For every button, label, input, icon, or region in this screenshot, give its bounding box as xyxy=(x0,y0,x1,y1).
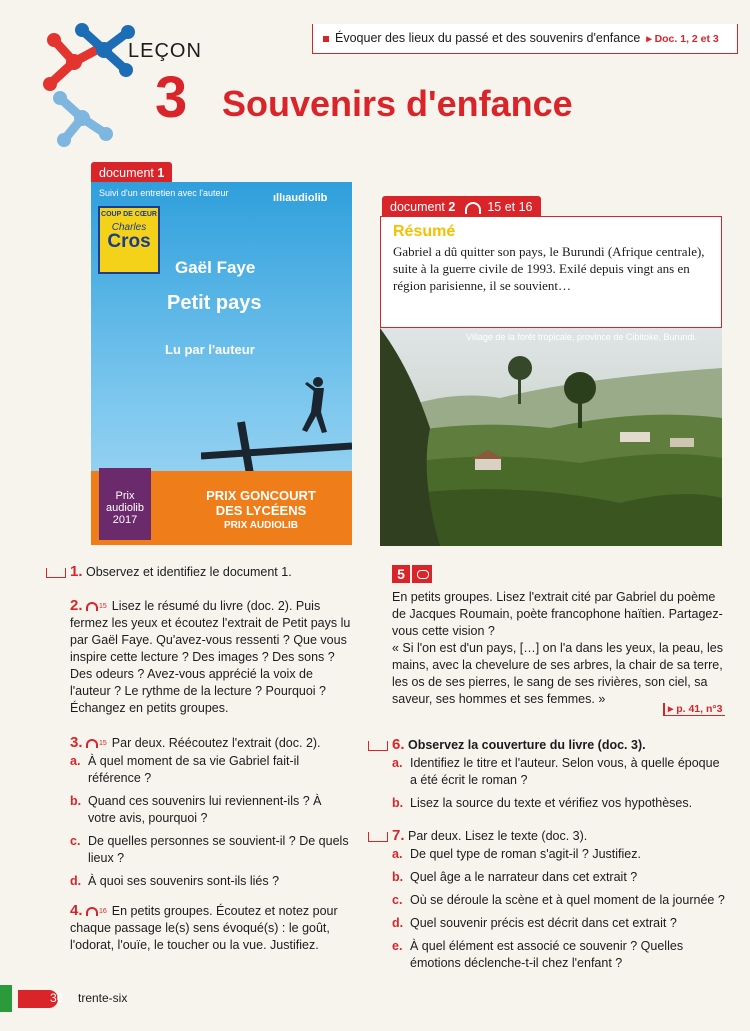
doc1-label: document 1 xyxy=(91,162,172,184)
speech-icon xyxy=(412,565,432,583)
burundi-village-photo xyxy=(380,328,722,546)
photo-caption: Village de la forêt tropicale, province de Cibitoke, Burundi. xyxy=(466,332,697,342)
bullet-icon xyxy=(323,36,329,42)
exercise-7-items: a. De quel type de roman s'agit-il ? Justifiez. b. Quel âge a le narrateur dans cet extrait ? c. Où se déroule la scène et à quel moment de la journée ? d. Quel souvenir précis est décrit dans cet extrait ? e. À quel élément est associé ce souvenir ? Quelles émotions déclenche-t-il chez l'enfant ? xyxy=(392,847,725,970)
page-number: 36 xyxy=(50,991,64,1005)
audio-track-icon xyxy=(86,739,98,748)
objective-text: Évoquer des lieux du passé et des souvenirs d'enfance xyxy=(335,31,641,45)
cover-top-line: Suivi d'un entretien avec l'auteur xyxy=(99,188,229,198)
prize-text: PRIX GONCOURT DES LYCÉENS PRIX AUDIOLIB xyxy=(206,488,316,531)
resume-title: Résumé xyxy=(393,223,456,240)
publisher-logo: ıllıaudiolib xyxy=(273,192,328,204)
book-cover xyxy=(91,182,352,545)
exercise-1: 1. Observez et identifiez le document 1. xyxy=(46,563,366,581)
prix-audiolib-badge: Prix audiolib 2017 xyxy=(99,468,151,540)
exercise-5-quote: « Si l'on est d'un pays, […] on l'a dans les yeux, la peau, les mains, avec la chevelure de ses arbres, la chair de sa terre, les os de ses pierres, le sang de ses rivières, son ciel, sa saveur, ses hommes et ses femmes. » xyxy=(392,641,723,706)
resume-box xyxy=(380,216,722,328)
lesson-logo-icon xyxy=(30,18,150,150)
objective-ref: ▸ Doc. 1, 2 et 3 xyxy=(646,33,719,45)
resume-text: Gabriel a dû quitter son pays, le Burundi (Afrique centrale), suite à la guerre civile de 1993. Exilé depuis vingt ans en région parisienne, il se souvient… xyxy=(393,244,705,293)
exercise-6: 6. Observez la couverture du livre (doc. 3). xyxy=(368,736,728,754)
exercise-7: 7. Par deux. Lisez le texte (doc. 3). xyxy=(368,827,728,845)
notebook-icon xyxy=(368,832,388,842)
lesson-word: LEÇON xyxy=(128,40,202,62)
exercise-4: 4. 16 En petits groupes. Écoutez et notez pour chaque passage le(s) sens évoqué(s) : le goût, l'odorat, l'ouïe, le toucher ou la vue. Justifiez. xyxy=(70,902,338,953)
exercise-2: 2. 15 Lisez le résumé du livre (doc. 2). Puis fermez les yeux et écoutez l'extrait de Petit pays lu par Gaël Faye. Qu'avez-vous ressenti ? Que vous inspire cette lecture ? Des images ? Des sons ? Des odeurs ? Avez-vous apprécié la voix de l'auteur ? Le rythme de la lecture ? Pourquoi ? Échangez en petits groupes. xyxy=(70,597,351,716)
doc2-label: document 2 15 et 16 xyxy=(382,196,541,218)
exercise-5-text: En petits groupes. Lisez l'extrait cité par Gabriel du poème de Jacques Roumain, poète francophone haïtien. Partagez-vous cette vision ? xyxy=(392,590,723,638)
exercise-3-items: a. À quel moment de sa vie Gabriel fait-il référence ? b. Quand ces souvenirs lui reviennent-ils ? À votre avis, pourquoi ? c. De quelles personnes se souvient-il ? De quels lieux ? d. À quoi ses souvenirs sont-ils liés ? xyxy=(70,754,349,888)
cover-title: Petit pays xyxy=(167,292,262,314)
lesson-title: Souvenirs d'enfance xyxy=(222,83,573,124)
audio-track-icon xyxy=(86,602,98,611)
exercise-6-items: a. Identifiez le titre et l'auteur. Selon vous, à quelle époque a été écrit le roman ? b. Lisez la source du texte et vérifiez vos hypothèses. xyxy=(392,756,720,810)
exercise-5-badge: 5 xyxy=(392,565,432,584)
charles-cros-badge: COUP DE CŒUR Charles Cros xyxy=(98,206,160,274)
cover-illustration xyxy=(201,372,352,482)
page-reference: ▸ p. 41, n°3 xyxy=(663,703,725,715)
notebook-icon xyxy=(368,741,388,751)
audio-track-icon xyxy=(86,907,98,916)
headphones-icon xyxy=(465,202,481,214)
cover-author: Gaël Faye xyxy=(175,258,256,277)
lesson-number: 3 xyxy=(155,65,188,130)
page-word: trente-six xyxy=(78,991,128,1005)
objective-box xyxy=(312,24,738,54)
page-tab xyxy=(0,985,12,1012)
cover-read-by: Lu par l'auteur xyxy=(165,342,255,357)
notebook-icon xyxy=(46,568,66,578)
exercise-3: 3. 15 Par deux. Réécoutez l'extrait (doc. 2). xyxy=(70,734,321,751)
